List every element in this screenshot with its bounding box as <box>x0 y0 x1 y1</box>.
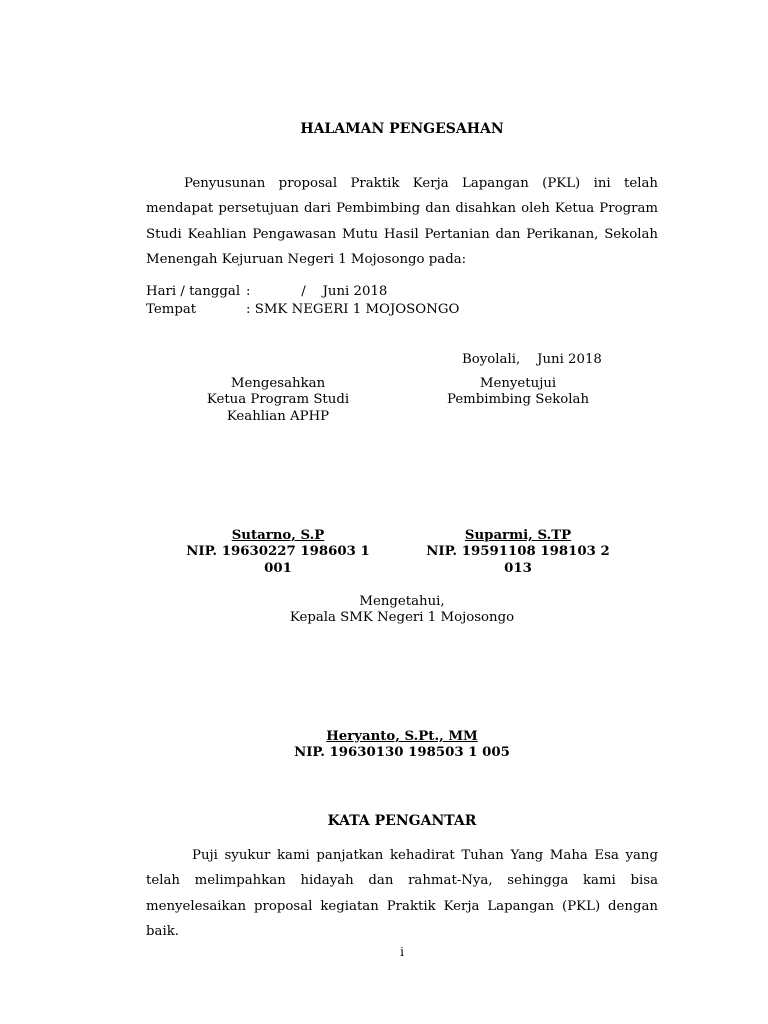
right-signatory <box>418 528 618 577</box>
right-signatory-nip: NIP. 19591108 198103 2 013 <box>426 544 610 576</box>
approval-title: HALAMAN PENGESAHAN <box>300 121 504 137</box>
approval-paragraph-text: Penyusunan proposal Praktik Kerja Lapangan (PKL) ini telah mendapat persetujuan dari Pembimbing dan disahkan oleh Ketua Program Studi Keahlian Pengawasan Mutu Hasil Pertanian dan Perikanan, Sekolah Menengah Kejuruan Negeri 1 Mojosongo pada: <box>146 176 658 267</box>
left-signatory-nip: NIP. 19630227 198603 1 001 <box>186 544 370 576</box>
right-signatory-name: Suparmi, S.TP <box>464 528 572 543</box>
left-signatory-name: Sutarno, S.P <box>231 528 325 543</box>
right-role-line2: Pembimbing Sekolah <box>446 392 590 408</box>
city-date: Boyolali, Juni 2018 <box>462 352 602 367</box>
place-label: Tempat <box>146 302 197 317</box>
center-role-line2: Kepala SMK Negeri 1 Mojosongo <box>289 610 515 626</box>
foreword-title: KATA PENGANTAR <box>327 813 477 829</box>
center-signatory-name: Heryanto, S.Pt., MM <box>326 729 478 744</box>
left-signature-block <box>178 376 378 425</box>
date-label: Hari / tanggal <box>146 284 241 299</box>
center-signatory <box>252 729 552 762</box>
left-role-line1: Mengesahkan <box>230 376 326 391</box>
right-signature-block <box>418 376 618 409</box>
approval-paragraph <box>146 171 658 272</box>
right-role-line1: Menyetujui <box>479 376 557 391</box>
center-signature-block <box>252 594 552 627</box>
center-signatory-nip: NIP. 19630130 198503 1 005 <box>294 745 510 761</box>
place-value: : SMK NEGERI 1 MOJOSONGO <box>246 302 460 317</box>
left-signatory <box>178 528 378 577</box>
foreword-paragraph <box>146 843 658 944</box>
foreword-paragraph-text: Puji syukur kami panjatkan kehadirat Tuhan Yang Maha Esa yang telah melimpahkan hidayah dan rahmat-Nya, sehingga kami bisa menyelesaikan proposal kegiatan Praktik Kerja Lapangan (PKL) dengan baik. <box>146 848 658 939</box>
left-role-line3: Keahlian APHP <box>226 408 330 424</box>
page-number: i <box>400 945 404 959</box>
date-value: : / Juni 2018 <box>246 284 388 299</box>
left-role-line2: Ketua Program Studi <box>206 392 350 408</box>
center-role-line1: Mengetahui, <box>359 594 445 609</box>
